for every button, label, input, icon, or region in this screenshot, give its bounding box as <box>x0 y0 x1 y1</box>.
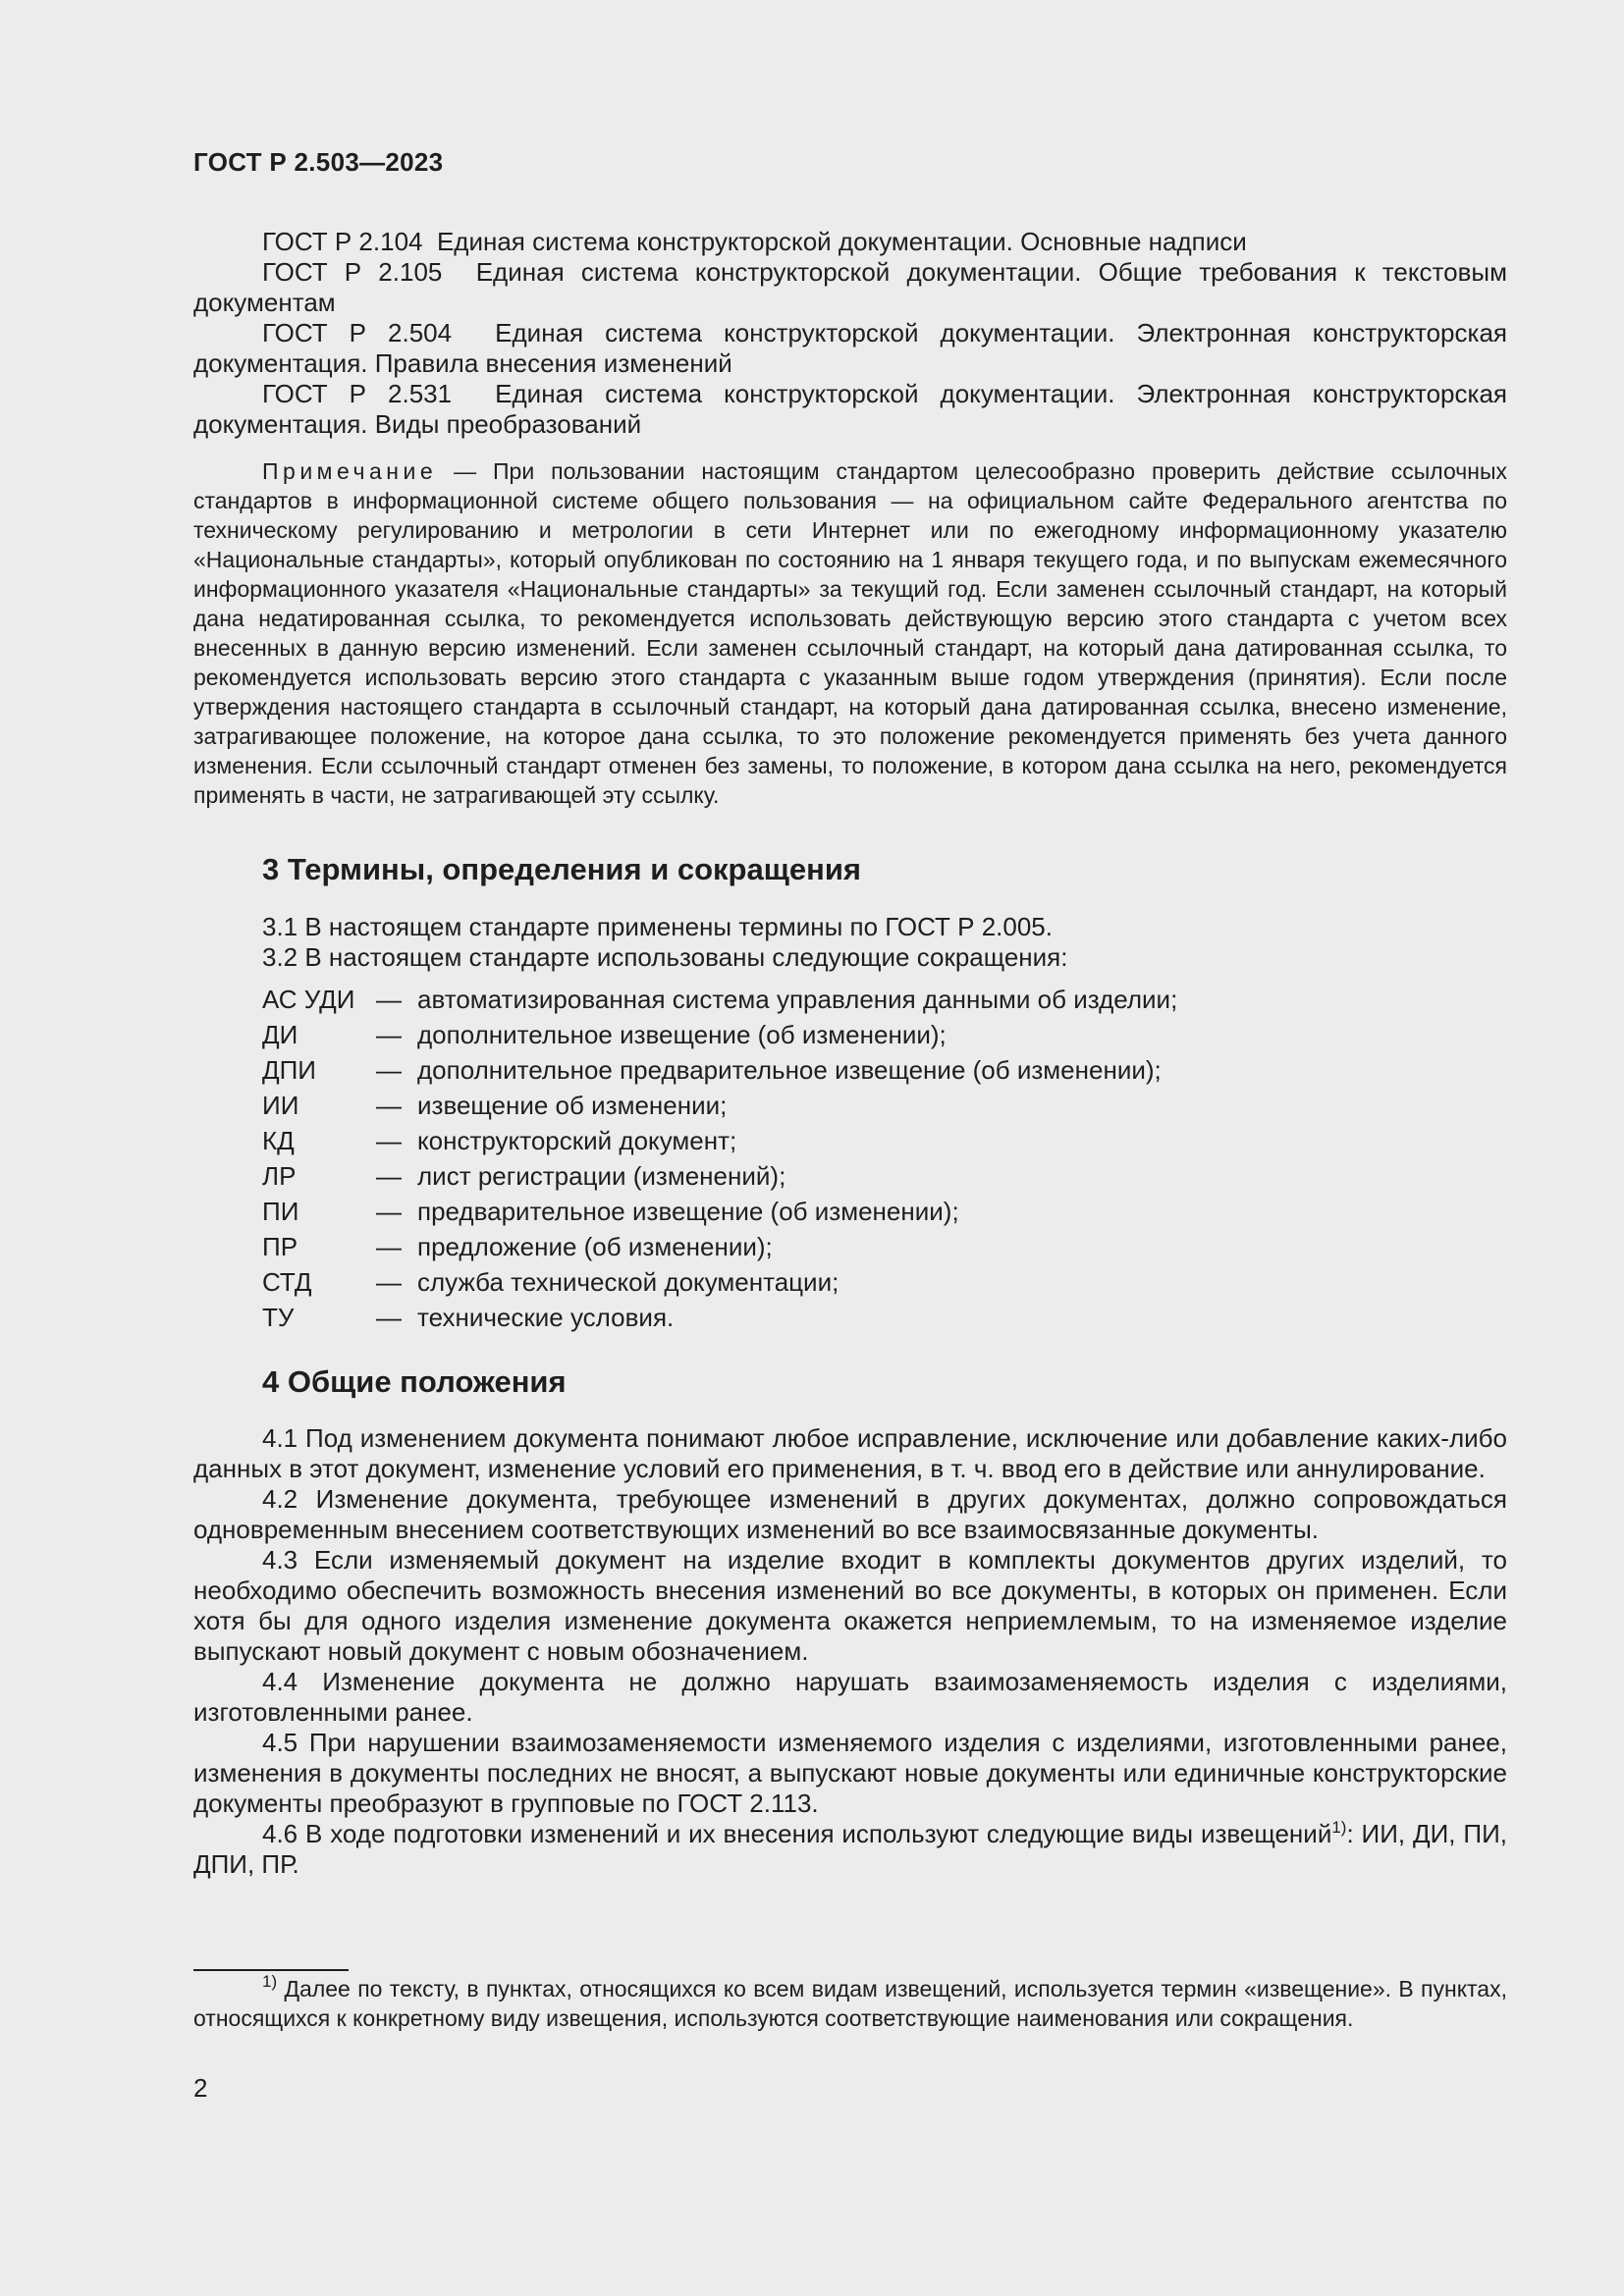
abbreviation: ПР <box>262 1232 298 1261</box>
abbreviation: ДИ <box>262 1020 298 1049</box>
section-3-clauses <box>262 912 1507 973</box>
footnote-reference: 1) <box>1331 1818 1347 1837</box>
abbreviation-row <box>262 1123 1507 1158</box>
reference-item <box>193 257 1507 318</box>
abbreviation-meaning: лист регистрации (изменений); <box>417 1161 786 1191</box>
section-3-heading: 3 Термины, определения и сокращения <box>262 852 861 886</box>
abbreviation-meaning: дополнительное извещение (об изменении); <box>417 1020 947 1049</box>
reference-code: ГОСТ Р 2.531 <box>262 379 453 408</box>
clause-4-2: 4.2 Изменение документа, требующее изменений в других документах, должно сопровождаться одновременным внесением соответствующих изменений во все взаимосвязанные документы. <box>193 1484 1507 1544</box>
abbreviation-dash: — <box>376 1232 402 1261</box>
abbreviation-meaning: конструкторский документ; <box>417 1126 737 1155</box>
document-header-code: ГОСТ Р 2.503—2023 <box>193 147 444 177</box>
abbreviation-meaning: предложение (об изменении); <box>417 1232 773 1261</box>
abbreviation-row <box>262 1194 1507 1229</box>
reference-title: Единая система конструкторской документации. Электронная конструкторская документация. Виды преобразований <box>193 379 1507 439</box>
abbreviation-meaning: служба технической документации; <box>417 1267 839 1297</box>
abbreviation: ПИ <box>262 1197 299 1226</box>
clause-3-2: 3.2 В настоящем стандарте использованы следующие сокращения: <box>262 942 1068 972</box>
abbreviation-row <box>262 1264 1507 1300</box>
abbreviation-meaning: технические условия. <box>417 1303 675 1332</box>
abbreviation-meaning: предварительное извещение (об изменении); <box>417 1197 959 1226</box>
clause-4-1: 4.1 Под изменением документа понимают любое исправление, исключение или добавление каких-либо данных в этот документ, изменение условий его применения, в т. ч. ввод его в действие или аннулирование. <box>193 1423 1507 1483</box>
clause-3-1: 3.1 В настоящем стандарте применены термины по ГОСТ Р 2.005. <box>262 912 1053 941</box>
abbreviation-dash: — <box>376 1091 402 1120</box>
reference-title: Единая система конструкторской документации. Основные надписи <box>436 227 1247 256</box>
page-number: 2 <box>193 2073 208 2103</box>
reference-code: ГОСТ Р 2.504 <box>262 318 453 347</box>
abbreviation-row <box>262 1300 1507 1335</box>
abbreviation-row <box>262 1088 1507 1123</box>
abbreviation: АС УДИ <box>262 985 355 1014</box>
footnote-mark: 1) <box>262 1972 278 1991</box>
footnote-text: Далее по тексту, в пунктах, относящихся ко всем видам извещений, используется термин «извещение». В пунктах, относящихся к конкретному виду извещения, используются соответствующие наименования или сокращения. <box>193 1976 1507 2031</box>
reference-title: Единая система конструкторской документации. Общие требования к текстовым документам <box>193 257 1507 317</box>
reference-code: ГОСТ Р 2.105 <box>262 257 443 287</box>
abbreviation-row <box>262 1017 1507 1052</box>
abbreviation: ИИ <box>262 1091 299 1120</box>
abbreviation-dash: — <box>376 1055 402 1085</box>
clause-4-5: 4.5 При нарушении взаимозаменяемости изменяемого изделия с изделиями, изготовленными ранее, изменения в документы последних не вносят, а выпускают новые документы или единичные конструкторские документы преобразуют в групповые по ГОСТ 2.113. <box>193 1728 1507 1818</box>
section-4-heading: 4 Общие положения <box>262 1364 567 1399</box>
abbreviation-dash: — <box>376 985 402 1014</box>
clause-4-4: 4.4 Изменение документа не должно нарушать взаимозаменяемость изделия с изделиями, изготовленными ранее. <box>193 1667 1507 1727</box>
abbreviation: ДПИ <box>262 1055 316 1085</box>
abbreviation: СТД <box>262 1267 312 1297</box>
abbreviation-row <box>262 982 1507 1017</box>
reference-code: ГОСТ Р 2.104 <box>262 227 423 256</box>
note-paragraph <box>193 456 1507 810</box>
abbreviation: КД <box>262 1126 295 1155</box>
section-4-clauses <box>193 1423 1507 1880</box>
abbreviation-dash: — <box>376 1197 402 1226</box>
reference-item <box>193 227 1507 257</box>
abbreviation-meaning: дополнительное предварительное извещение (об изменении); <box>417 1055 1162 1085</box>
abbreviation-dash: — <box>376 1161 402 1191</box>
clause-4-6-list: : ИИ, ДИ, ПИ, ДПИ, ПР. <box>193 1819 1507 1879</box>
abbreviation-dash: — <box>376 1303 402 1332</box>
clause-4-6 <box>193 1819 1507 1880</box>
normative-references <box>193 227 1507 440</box>
abbreviation-list <box>262 982 1507 1335</box>
reference-title: Единая система конструкторской документации. Электронная конструкторская документация. Правила внесения изменений <box>193 318 1507 378</box>
note-lead: Примечание <box>262 458 438 484</box>
clause-4-6-text: 4.6 В ходе подготовки изменений и их внесения используют следующие виды извещений <box>262 1819 1332 1848</box>
abbreviation-row <box>262 1229 1507 1264</box>
abbreviation-row <box>262 1052 1507 1088</box>
abbreviation-meaning: автоматизированная система управления данными об изделии; <box>417 985 1178 1014</box>
abbreviation-dash: — <box>376 1126 402 1155</box>
abbreviation: ЛР <box>262 1161 297 1191</box>
abbreviation-dash: — <box>376 1267 402 1297</box>
footnote-separator <box>193 1969 349 1971</box>
note-text: — При пользовании настоящим стандартом целесообразно проверить действие ссылочных стандартов в информационной системе общего пользования — на официальном сайте Федерального агентства по техническому регулированию и метрологии в сети Интернет или по ежегодному информационному указателю «Национальные стандарты», который опубликован по состоянию на 1 января текущего года, и по выпускам ежемесячного информационного указателя «Национальные стандарты» за текущий год. Если заменен ссылочный стандарт, на который дана недатированная ссылка, то рекомендуется использовать действующую версию этого стандарта с учетом всех внесенных в данную версию изменений. Если заменен ссылочный стандарт, на который дана датированная ссылка, то рекомендуется использовать версию этого стандарта с указанным выше годом утверждения (принятия). Если после утверждения настоящего стандарта в ссылочный стандарт, на который дана датированная ссылка, внесено изменение, затрагивающее положение, на которое дана ссылка, то это положение рекомендуется применять без учета данного изменения. Если ссылочный стандарт отменен без замены, то положение, в котором дана ссылка на него, рекомендуется применять в части, не затрагивающей эту ссылку. <box>193 458 1507 808</box>
reference-item <box>193 318 1507 379</box>
clause-4-3: 4.3 Если изменяемый документ на изделие входит в комплекты документов других изделий, то необходимо обеспечить возможность внесения изменений во все документы, в которых он применен. Если хотя бы для одного изделия изменение документа окажется неприемлемым, то на изменяемое изделие выпускают новый документ с новым обозначением. <box>193 1545 1507 1666</box>
footnote <box>193 1974 1507 2033</box>
abbreviation: ТУ <box>262 1303 295 1332</box>
abbreviation-row <box>262 1158 1507 1194</box>
reference-item <box>193 379 1507 440</box>
abbreviation-meaning: извещение об изменении; <box>417 1091 728 1120</box>
abbreviation-dash: — <box>376 1020 402 1049</box>
